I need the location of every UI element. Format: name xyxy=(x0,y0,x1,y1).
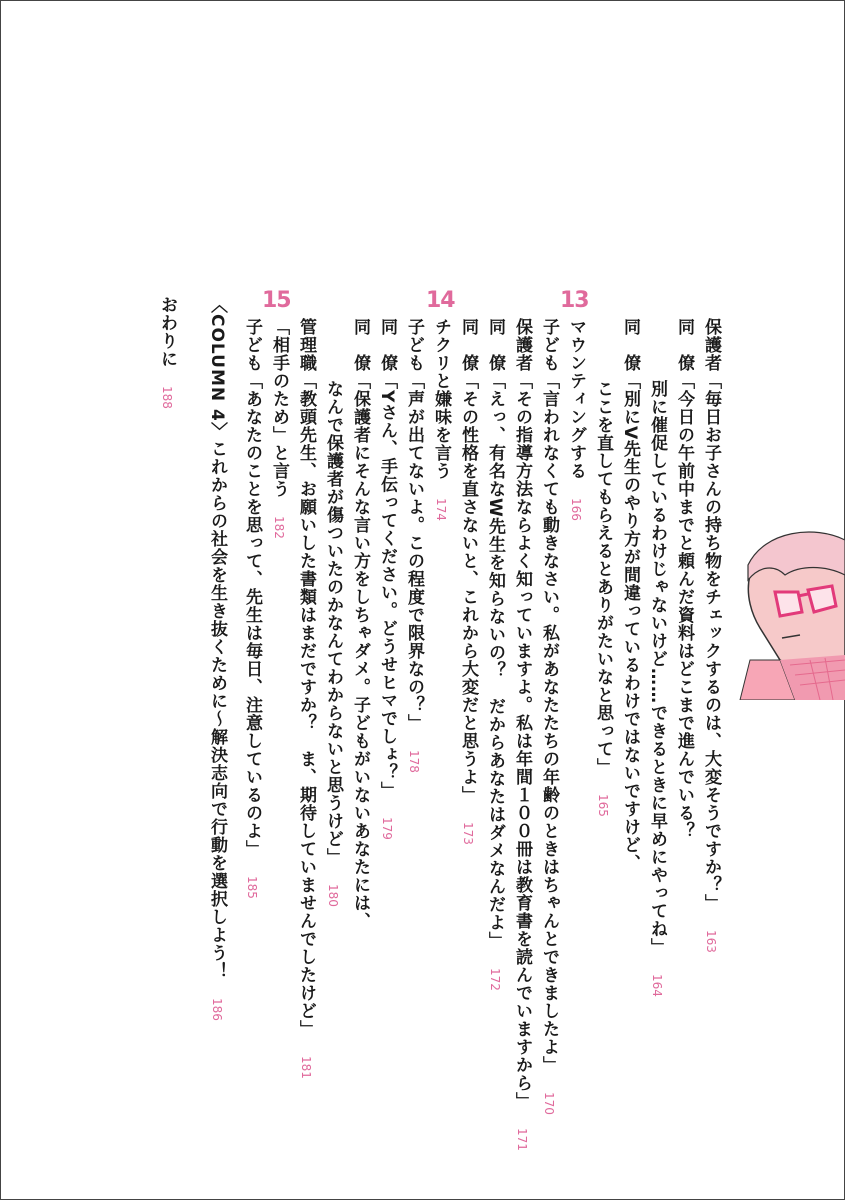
entry-text: 「その指導方法ならよく知っていますよ。私は年間１００冊は教育書を読んでいますから」 xyxy=(512,372,532,1110)
toc-entry xyxy=(675,318,692,840)
column-entry xyxy=(208,296,225,1021)
page-number: 170 xyxy=(542,1092,556,1115)
page-number: 186 xyxy=(210,997,224,1021)
page-number: 182 xyxy=(272,516,286,539)
toc-entry xyxy=(594,380,611,817)
page-number: 166 xyxy=(569,498,583,521)
page-number: 164 xyxy=(650,974,664,997)
toc-entry xyxy=(459,318,476,845)
toc-entry xyxy=(621,318,638,872)
entry-text: 別に催促しているわけじゃないけど……できるときに早めにやってね」 xyxy=(647,380,667,956)
page-number: 178 xyxy=(407,750,421,773)
entry-text: 「Yさん、手伝ってください。どうせヒマでしょ？」 xyxy=(377,372,397,800)
entry-text: 「えっ、有名なW先生を知らないの？ だからあなたはダメなんだよ」 xyxy=(485,372,505,950)
page-number: 180 xyxy=(326,884,340,907)
speaker: 子ども xyxy=(404,318,424,372)
toc-entry xyxy=(297,318,314,1079)
section-heading xyxy=(567,318,584,521)
woman-illustration xyxy=(720,520,845,700)
entry-text: 〈COLUMN 4〉これからの社会を生き抜くために〜解決志向で行動を選択しよう！ xyxy=(207,296,227,980)
speaker: 子ども xyxy=(242,318,262,372)
toc-entry xyxy=(486,318,503,991)
speaker: 子ども xyxy=(539,318,559,372)
entry-text: 「声が出てないよ。この程度で限界なの？」 xyxy=(404,372,424,732)
section-heading xyxy=(432,318,449,521)
section-number: 14 xyxy=(426,288,455,313)
entry-text: 「別にV先生のやり方が間違っているわけではないですけど、 xyxy=(620,372,640,873)
toc-entry xyxy=(351,318,368,930)
toc-entry xyxy=(513,318,530,1151)
toc-entry xyxy=(243,318,260,899)
page-number: 188 xyxy=(160,386,174,409)
toc-entry xyxy=(702,318,719,953)
speaker: 同 僚 xyxy=(674,318,694,372)
toc-entry xyxy=(378,318,395,840)
entry-text: 「言われなくても動きなさい。私があなたたちの年齢のときはちゃんとできましたよ」 xyxy=(539,372,559,1074)
section-number: 15 xyxy=(262,288,291,313)
speaker: 同 僚 xyxy=(377,318,397,372)
section-heading xyxy=(270,318,287,539)
entry-text: 「毎日お子さんの持ち物をチェックするのは、大変そうですか？」 xyxy=(701,372,721,912)
page-number: 163 xyxy=(704,930,718,953)
entry-text: 「今日の午前中までと頼んだ資料はどこまで進んでいる？ xyxy=(674,372,694,840)
speaker: 同 僚 xyxy=(620,318,640,372)
page-number: 174 xyxy=(434,498,448,521)
entry-text: 「相手のため」と言う xyxy=(269,318,289,498)
toc-entry xyxy=(405,318,422,773)
page-number: 171 xyxy=(515,1128,529,1151)
afterword-entry xyxy=(158,296,175,409)
entry-text: 「あなたのことを思って、先生は毎日、注意しているのよ」 xyxy=(242,372,262,858)
page-number: 181 xyxy=(299,1056,313,1079)
page-number: 179 xyxy=(380,817,394,841)
section-number: 13 xyxy=(560,288,589,313)
entry-text: おわりに xyxy=(157,296,177,368)
toc-entry xyxy=(648,380,665,997)
entry-text: なんで保護者が傷ついたのかなんてわからないと思うけど」 xyxy=(323,380,343,866)
page-number: 185 xyxy=(245,876,259,899)
toc-entry xyxy=(324,380,341,907)
entry-text: マウンティングする xyxy=(566,318,586,480)
entry-text: チクリと嫌味を言う xyxy=(431,318,451,480)
speaker: 保護者 xyxy=(701,318,721,372)
page-number: 173 xyxy=(461,822,475,845)
toc-entry xyxy=(540,318,557,1115)
speaker: 同 僚 xyxy=(485,318,505,372)
entry-text: ここを直してもらえるとありがたいなと思って」 xyxy=(593,380,613,776)
page-number: 172 xyxy=(488,967,502,991)
speaker: 同 僚 xyxy=(458,318,478,372)
page-number: 165 xyxy=(596,794,610,817)
speaker: 管理職 xyxy=(296,318,316,372)
speaker: 同 僚 xyxy=(350,318,370,372)
entry-text: 「その性格を直さないと、これから大変だと思うよ」 xyxy=(458,372,478,804)
entry-text: 「教頭先生、お願いした書類はまだですか？ ま、期待していませんでしたけど」 xyxy=(296,372,316,1038)
speaker: 保護者 xyxy=(512,318,532,372)
entry-text: 「保護者にそんな言い方をしちゃダメ。子どもがいないあなたには、 xyxy=(350,372,370,930)
